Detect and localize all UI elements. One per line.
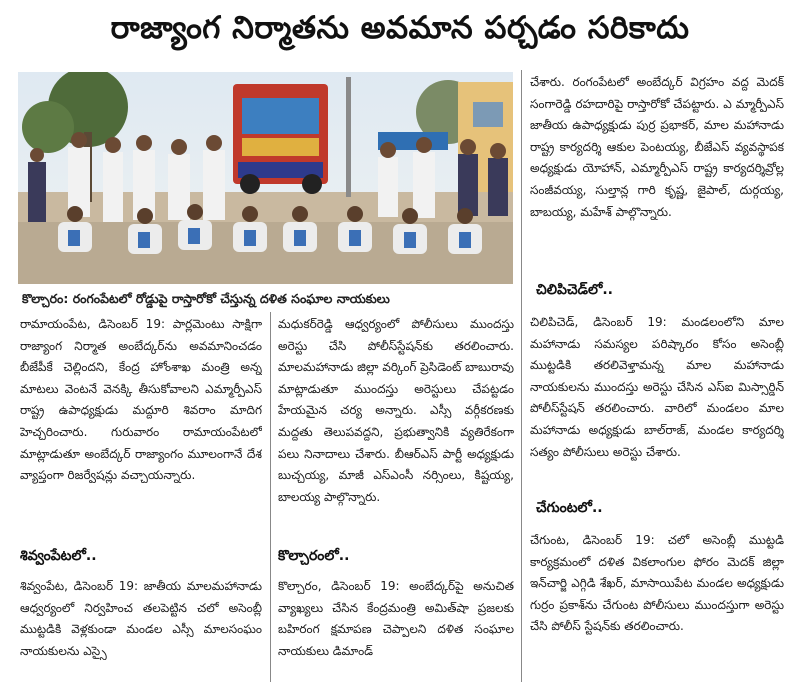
- section-subhead: కొల్చారంలో..: [278, 548, 350, 564]
- article-paragraph: రామాయంపేట, డిసెంబర్ 19: పార్లమెంటు సాక్షిగా రాజ్యాంగ నిర్మాత అంబేద్కర్‌ను అవమానించడం బీజేపీకే చెల్లిందని, కేంద్ర హోంశాఖ మంత్రి అన్న మాటలు వెంటనే వెనక్కి తీసుకోవాలని ఎమ్మార్పీఎస్ రాష్ట్ర ఉపాధ్యక్షుడు మద్దూరి శివరాం మాదిగ హెచ్చరించారు. గురువారం రామాయంపేటలో మాట్లాడుతూ అంబేద్కర్ రాజ్యాంగం మూలంగానే దేశ వ్యాప్తంగా రిజర్వేషన్లు వచ్చాయన్నారు.: [20, 317, 262, 483]
- article-column-3-section-3: [530, 530, 784, 680]
- photo-caption: కొల్చారం: రంగంపేటలో రోడ్డుపై రాస్తారోకో చేస్తున్న దళిత సంఘాల నాయకులు: [22, 291, 390, 306]
- article-column-3-section-2: [530, 312, 784, 488]
- section-subhead: చిలిపిచెడ్‌లో..: [536, 282, 613, 298]
- article-paragraph: చేశారు. రంగంపేటలో అంబేద్కర్ విగ్రహం వద్ద మెదక్ సంగారెడ్డి రహదారిపై రాస్తారోకో చేపట్టారు. ఎ మ్మార్పీఎస్ జాతీయ ఉపాధ్యక్షుడు పుర్ర ప్రభాకర్, మాల మహానాడు రాష్ట్ర కార్యదర్శి ఆకుల పెంటయ్య, బీజేఎస్ వ్యవస్థాపక అధ్యక్షుడు యోహాన్, ఎమ్మార్పీఎస్ రాష్ట్ర కార్యదర్శివ్రోల్ల సంజీవయ్య, సుల్తాన్ల గారి కృష్ణ, జైపాల్, దుర్గయ్య, బాబయ్య, మహేశ్ పాల్గొన్నారు.: [530, 75, 784, 219]
- article-paragraph: చిలిపిచెడ్, డిసెంబర్ 19: మండలంలోని మాల మహానాడు సమస్యల పరిష్కారం కోసం అసెంబ్లీ ముట్టడికి తరలివెళ్తామన్న మాల మహానాడు నాయకులను ముందస్తు అరెస్టు చేసిన ఎస్ఐ మిస్సార్డిన్ పోలీస్‌స్టేషన్ తరలించారు. వారిలో మండలం మాల మహానాడు అధ్యక్షుడు బాల్‌రాజ్, మండల కార్యదర్శి సత్యం పోలీసులు అరెస్టు చేశారు.: [530, 315, 784, 459]
- article-column-2-continued: [278, 576, 514, 680]
- article-column-1-continued: [20, 576, 262, 680]
- article-paragraph: మధుకర్‌రెడ్డి ఆధ్వర్యంలో పోలీసులు ముందస్తు అరెస్టు చేసి పోలీస్‌స్టేషన్‌కు తరలించారు. మాలమహానాడు జిల్లా వర్కింగ్ ప్రెసిడెంట్ బాబురావు మాట్లాడుతూ ముందస్తు అరెస్టులు చేపట్టడం హేయమైన చర్య అన్నారు. ఎస్సీ వర్గీకరణకు మద్దతు తెలుపవద్దని, ప్రభుత్వానికి వ్యతిరేకంగా పలు నినాదాలు చేశారు. బీఆర్ఎస్ పార్టీ అధ్యక్షుడు బుచ్చయ్య, మాజీ ఎస్ఎంసీ నర్సింలు, కిష్టయ్య, బాలయ్య పాల్గొన్నారు.: [278, 317, 514, 504]
- headline: రాజ్యాంగ నిర్మాతను అవమాన పర్చడం సరికాదు: [110, 9, 690, 46]
- article-paragraph: కొల్చారం, డిసెంబర్ 19: అంబేద్కర్‌పై అనుచిత వ్యాఖ్యలు చేసిన కేంద్రమంత్రి అమిత్‌షా ప్రజలకు బహిరంగ క్షమాపణ చెప్పాలని దళిత సంఘాల నాయకులు డిమాండ్: [278, 579, 514, 658]
- photo-icon: [18, 72, 513, 284]
- section-subhead: శివ్వంపేటలో..: [20, 548, 97, 564]
- section-subhead: చేగుంటలో..: [536, 500, 603, 516]
- article-column-1: [20, 314, 262, 538]
- article-paragraph: చేగుంట, డిసెంబర్ 19: చలో అసెంబ్లీ ముట్టడి కార్యక్రమంలో దళిత వికలాంగుల ఫోరం మెదక్ జిల్లా ఇన్‌చార్జి ఎగ్గిడి శేఖర్, మాసాయిపేట మండల అధ్యక్షుడు గుర్రం ప్రకాశ్‌ను చేగుంట పోలీసులు ముందస్తుగా అరెస్టు చేసి పోలీస్ స్టేషన్‌కు తరలించారు.: [530, 533, 784, 634]
- protest-photo: [18, 72, 513, 284]
- article-column-2: [278, 314, 514, 538]
- article-paragraph: శివ్వంపేట, డిసెంబర్ 19: జాతీయ మాలమహానాడు ఆధ్వర్యంలో నిర్వహించ తలపెట్టిన చలో అసెంబ్లీ ముట్టడికి వెళ్లకుండా మండల ఎస్సీ మాలసంఘం నాయకులను ఎస్సై: [20, 579, 262, 658]
- article-column-3: [530, 72, 784, 268]
- column-divider: [270, 312, 271, 682]
- column-divider: [521, 70, 522, 682]
